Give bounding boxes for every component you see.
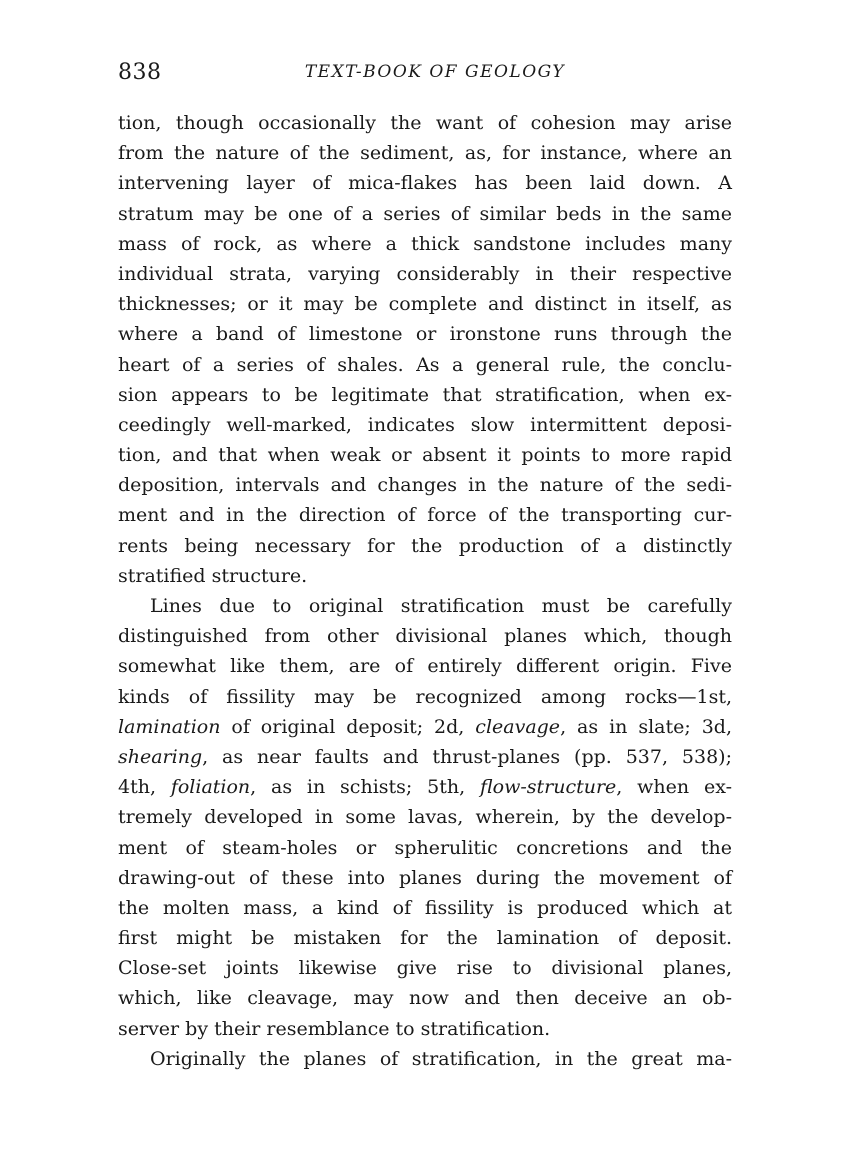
text-line: stratum may be one of a series of similar beds in the same xyxy=(118,202,732,225)
text-line: intervening layer of mica-flakes has been laid down. A xyxy=(118,172,732,195)
italic-term: cleavage xyxy=(475,715,561,738)
text-line: 4th, foliation, as in schists; 5th, flow-structure, when ex- xyxy=(118,776,733,799)
text-line: the molten mass, a kind of fissility is produced which at xyxy=(118,896,732,919)
text-line: Close-set joints likewise give rise to divisional planes, xyxy=(118,957,732,980)
italic-term: flow-structure xyxy=(479,776,617,799)
text-line: where a band of limestone or ironstone runs through the xyxy=(118,323,732,346)
italic-term: lamination xyxy=(118,715,221,738)
text-line: server by their resemblance to stratification. xyxy=(118,1017,551,1040)
text-line: first might be mistaken for the lamination of deposit. xyxy=(118,927,732,950)
text-line: shearing, as near faults and thrust-planes (pp. 537, 538); xyxy=(118,745,732,768)
text-line: mass of rock, as where a thick sandstone includes many xyxy=(118,232,732,255)
text-line: tion, and that when weak or absent it points to more rapid xyxy=(118,444,732,467)
text-line: deposition, intervals and changes in the nature of the sedi- xyxy=(118,474,732,497)
text-line: stratified structure. xyxy=(118,564,308,587)
text-line: tremely developed in some lavas, wherein, by the develop- xyxy=(118,806,732,829)
italic-term: foliation xyxy=(170,776,251,799)
text-line: sion appears to be legitimate that stratification, when ex- xyxy=(118,383,732,406)
text-line: somewhat like them, are of entirely different origin. Five xyxy=(118,655,732,678)
text-line: Lines due to original stratification must be carefully xyxy=(150,595,732,617)
text-line: tion, though occasionally the want of cohesion may arise xyxy=(118,112,732,134)
body-text xyxy=(118,108,732,1074)
page-number: 838 xyxy=(118,60,162,85)
running-title: TEXT-BOOK OF GEOLOGY xyxy=(304,62,566,82)
text-line: thicknesses; or it may be complete and distinct in itself, as xyxy=(118,293,732,316)
text-line: from the nature of the sediment, as, for instance, where an xyxy=(118,142,732,165)
text-line: ceedingly well-marked, indicates slow intermittent deposi- xyxy=(118,413,732,436)
text-line: lamination of original deposit; 2d, cleavage, as in slate; 3d, xyxy=(118,715,732,738)
text-line: ment and in the direction of force of the transporting cur- xyxy=(118,504,732,527)
text-line: rents being necessary for the production of a distinctly xyxy=(118,534,732,557)
text-line: individual strata, varying considerably in their respective xyxy=(118,262,732,285)
text-line: distinguished from other divisional planes which, though xyxy=(118,625,732,648)
text-line: ment of steam-holes or spherulitic concretions and the xyxy=(118,836,732,859)
text-line: kinds of fissility may be recognized among rocks—1st, xyxy=(118,685,732,708)
text-line: heart of a series of shales. As a general rule, the conclu- xyxy=(118,353,732,376)
italic-term: shearing xyxy=(118,745,203,768)
text-line: drawing-out of these into planes during the movement of xyxy=(118,866,732,889)
text-line: Originally the planes of stratification, in the great ma- xyxy=(150,1047,732,1070)
text-line: which, like cleavage, may now and then deceive an ob- xyxy=(118,987,732,1010)
